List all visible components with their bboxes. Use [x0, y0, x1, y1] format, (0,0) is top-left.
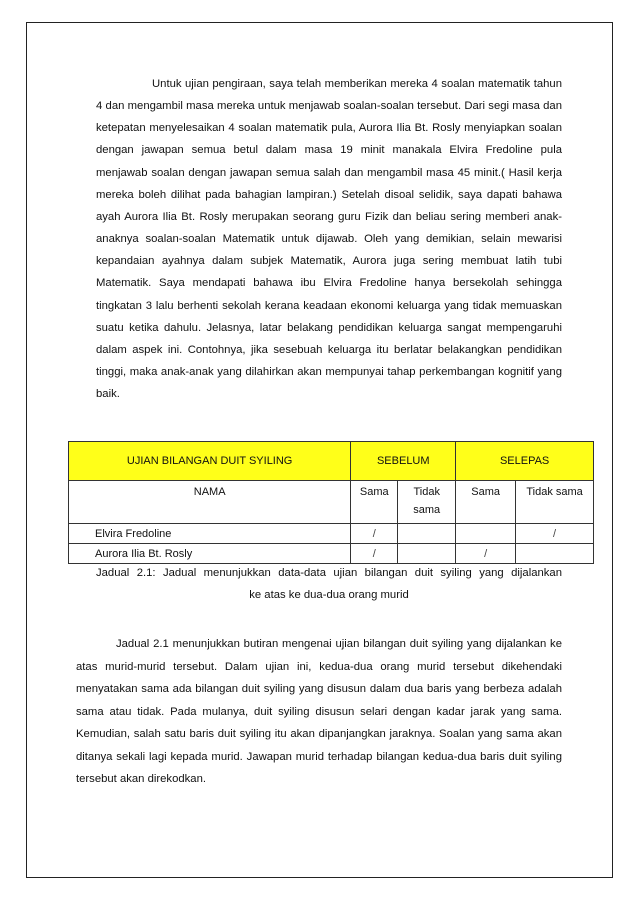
header-selepas-tidak-sama: Tidak sama [516, 481, 594, 524]
header-sebelum: SEBELUM [351, 442, 456, 481]
table-row [69, 544, 594, 564]
paragraph-pengiraan-text: Untuk ujian pengiraan, saya telah memberikan mereka 4 soalan matematik tahun 4 dan mengambil masa mereka untuk menjawab soalan-soalan tersebut. Dari segi masa dan ketepatan menyelesaikan 4 soalan matematik pula, Aurora Ilia Bt. Rosly menyiapkan soalan dengan jawapan semua betul dalam masa 19 minit manakala Elvira Fredoline pula menjawab soalan dengan jawapan semua salah dan mengambil masa 45 minit.( Hasil kerja mereka boleh dilihat pada bahagian lampiran.) Setelah disoal selidik, saya dapati bahawa ayah Aurora Ilia Bt. Rosly merupakan seorang guru Fizik dan beliau sering memberi anak-anaknya soalan-soalan Matematik untuk dijawab. Oleh yang demikian, selain mewarisi kepandaian ayahnya dalam subjek Matematik, Aurora juga sering membuat latih tubi Matematik. Saya mendapati bahawa ibu Elvira Fredoline hanya bersekolah sehingga tingkatan 3 lalu berhenti sekolah kerana keadaan ekonomi keluarga yang tidak memuaskan suatu ketika dahulu. Jelasnya, latar belakang pendidikan keluarga sangat mempengaruhi dalam aspek ini. Contohnya, jika sesebuah keluarga itu berlatar belakangkan pendidikan tinggi, maka anak-anak yang dilahirkan akan mempunyai tahap perkembangan kognitif yang baik. [96, 78, 562, 401]
header-sebelum-tidak-sama: Tidak sama [398, 481, 456, 524]
table-subheader-row [69, 481, 594, 524]
header-nama: NAMA [69, 481, 351, 524]
table-row [69, 524, 594, 544]
paragraph-pengiraan [96, 73, 562, 405]
caption-line-1: Jadual 2.1: Jadual menunjukkan data-data ujian bilangan duit syiling yang dijalankan [96, 567, 562, 579]
check-mark [398, 524, 456, 544]
table-caption [96, 562, 562, 606]
paragraph-jadual-text: Jadual 2.1 menunjukkan butiran mengenai ujian bilangan duit syiling yang dijalankan ke atas murid-murid tersebut. Dalam ujian ini, kedua-dua orang murid tersebut dikehendaki menyatakan sama ada bilangan duit syiling yang disusun dalam dua baris yang berbeza adalah sama atau tidak. Pada mulanya, duit syiling disusun selari dengan kadar jarak yang sama. Kemudian, salah satu baris duit syiling itu akan dipanjangkan jaraknya. Soalan yang sama akan ditanya sekali lagi kepada murid. Jawapan murid terhadap bilangan kedua-dua baris duit syiling tersebut akan direkodkan. [76, 638, 562, 785]
header-test-title: UJIAN BILANGAN DUIT SYILING [69, 442, 351, 481]
coin-test-table [68, 441, 594, 564]
paragraph-jadual [76, 633, 562, 791]
header-selepas: SELEPAS [456, 442, 594, 481]
header-selepas-sama: Sama [456, 481, 516, 524]
table-header-row [69, 442, 594, 481]
check-mark: / [456, 544, 516, 564]
caption-line-2: ke atas ke dua-dua orang murid [249, 589, 409, 601]
check-mark: / [516, 524, 594, 544]
check-mark: / [351, 524, 398, 544]
header-sebelum-sama: Sama [351, 481, 398, 524]
check-mark [398, 544, 456, 564]
check-mark: / [351, 544, 398, 564]
check-mark [456, 524, 516, 544]
student-name: Aurora Ilia Bt. Rosly [69, 544, 351, 564]
check-mark [516, 544, 594, 564]
student-name: Elvira Fredoline [69, 524, 351, 544]
